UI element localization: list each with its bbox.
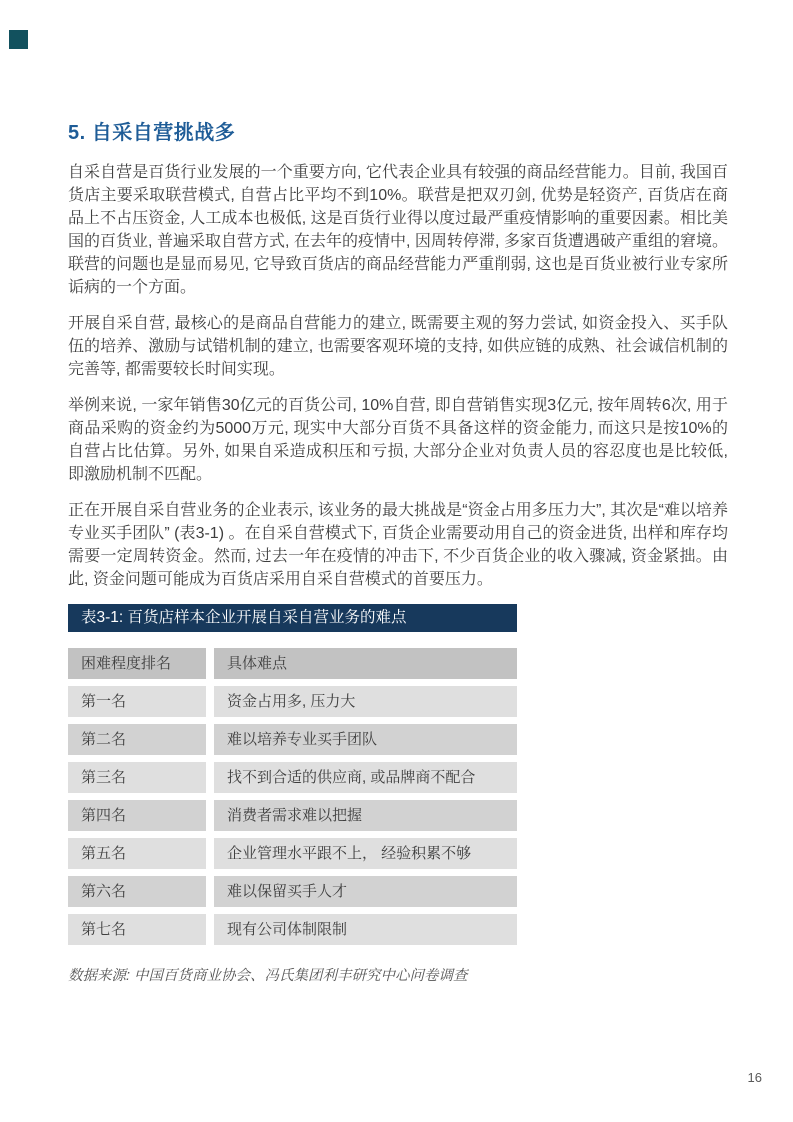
paragraph-example: 举例来说, 一家年销售30亿元的百货公司, 10%自营, 即自营销售实现3亿元, 按年周转6次, 用于商品采购的资金约为5000万元, 现实中大部分百货不具备这样的资金能力, 而这只是按10%的自营占比估算。另外, 如果自采造成积压和亏损, 大部分企业对负责人员的容忍度也是比较低, 即激励机制不匹配。 (68, 397, 728, 483)
rank-cell: 第四名 (68, 800, 214, 831)
difficulty-cell: 资金占用多, 压力大 (214, 686, 517, 717)
table-header-row (68, 648, 517, 679)
difficulty-cell: 消费者需求难以把握 (214, 800, 517, 831)
table-row (68, 686, 517, 717)
page-content (68, 116, 728, 985)
rank-cell: 第六名 (68, 876, 214, 907)
table-3-1-block (68, 604, 517, 952)
difficulty-cell: 难以培养专业买手团队 (214, 724, 517, 755)
data-source-note: 数据来源: 中国百货商业协会、冯氏集团利丰研究中心问卷调查 (68, 968, 468, 984)
column-header-difficulty: 具体难点 (214, 648, 517, 679)
rank-cell: 第七名 (68, 914, 214, 945)
rank-cell: 第五名 (68, 838, 214, 869)
paragraph-capability: 开展自采自营, 最核心的是商品自营能力的建立, 既需要主观的努力尝试, 如资金投入、买手队伍的培养、激励与试错机制的建立, 也需要客观环境的支持, 如供应链的成熟、社会诚信机制的完善等, 都需要较长时间实现。 (68, 315, 728, 378)
rank-cell: 第二名 (68, 724, 214, 755)
difficulty-cell: 企业管理水平跟不上， 经验积累不够 (214, 838, 517, 869)
brand-logo-mark (9, 30, 28, 49)
table-row (68, 838, 517, 869)
page-number: 16 (747, 1070, 762, 1085)
paragraph-survey: 正在开展自采自营业务的企业表示, 该业务的最大挑战是“资金占用多压力大”, 其次是“难以培养专业买手团队” (表3-1) 。在自采自营模式下, 百货企业需要动用自己的资金进货, 出样和库存均需要一定周转资金。然而, 过去一年在疫情的冲击下, 不少百货企业的收入骤减, 资金紧拙。由此, 资金问题可能成为百货店采用自采自营模式的首要压力。 (68, 502, 728, 588)
table-row (68, 800, 517, 831)
difficulty-cell: 难以保留买手人才 (214, 876, 517, 907)
rank-cell: 第三名 (68, 762, 214, 793)
column-header-rank: 困难程度排名 (68, 648, 214, 679)
table-row (68, 914, 517, 945)
difficulty-ranking-table (68, 641, 517, 952)
section-heading: 5. 自采自营挑战多 (68, 122, 236, 144)
rank-cell: 第一名 (68, 686, 214, 717)
paragraph-intro: 自采自营是百货行业发展的一个重要方向, 它代表企业具有较强的商品经营能力。目前, 我国百货店主要采取联营模式, 自营占比平均不到10%。联营是把双刃剑, 优势是轻资产, 百货店在商品上不占压资金, 人工成本也极低, 这是百货行业得以度过最严重疫情影响的重要因素。相比美国的百货业, 普遍采取自营方式, 在去年的疫情中, 因周转停滞, 多家百货遭遇破产重组的窘境。联营的问题也是显而易见, 它导致百货店的商品经营能力严重削弱, 这也是百货业被行业专家所诟病的一个方面。 (68, 164, 728, 296)
difficulty-cell: 现有公司体制限制 (214, 914, 517, 945)
table-row (68, 876, 517, 907)
difficulty-cell: 找不到合适的供应商, 或品牌商不配合 (214, 762, 517, 793)
table-title-bar: 表3-1: 百货店样本企业开展自采自营业务的难点 (68, 604, 517, 632)
table-row (68, 762, 517, 793)
table-row (68, 724, 517, 755)
